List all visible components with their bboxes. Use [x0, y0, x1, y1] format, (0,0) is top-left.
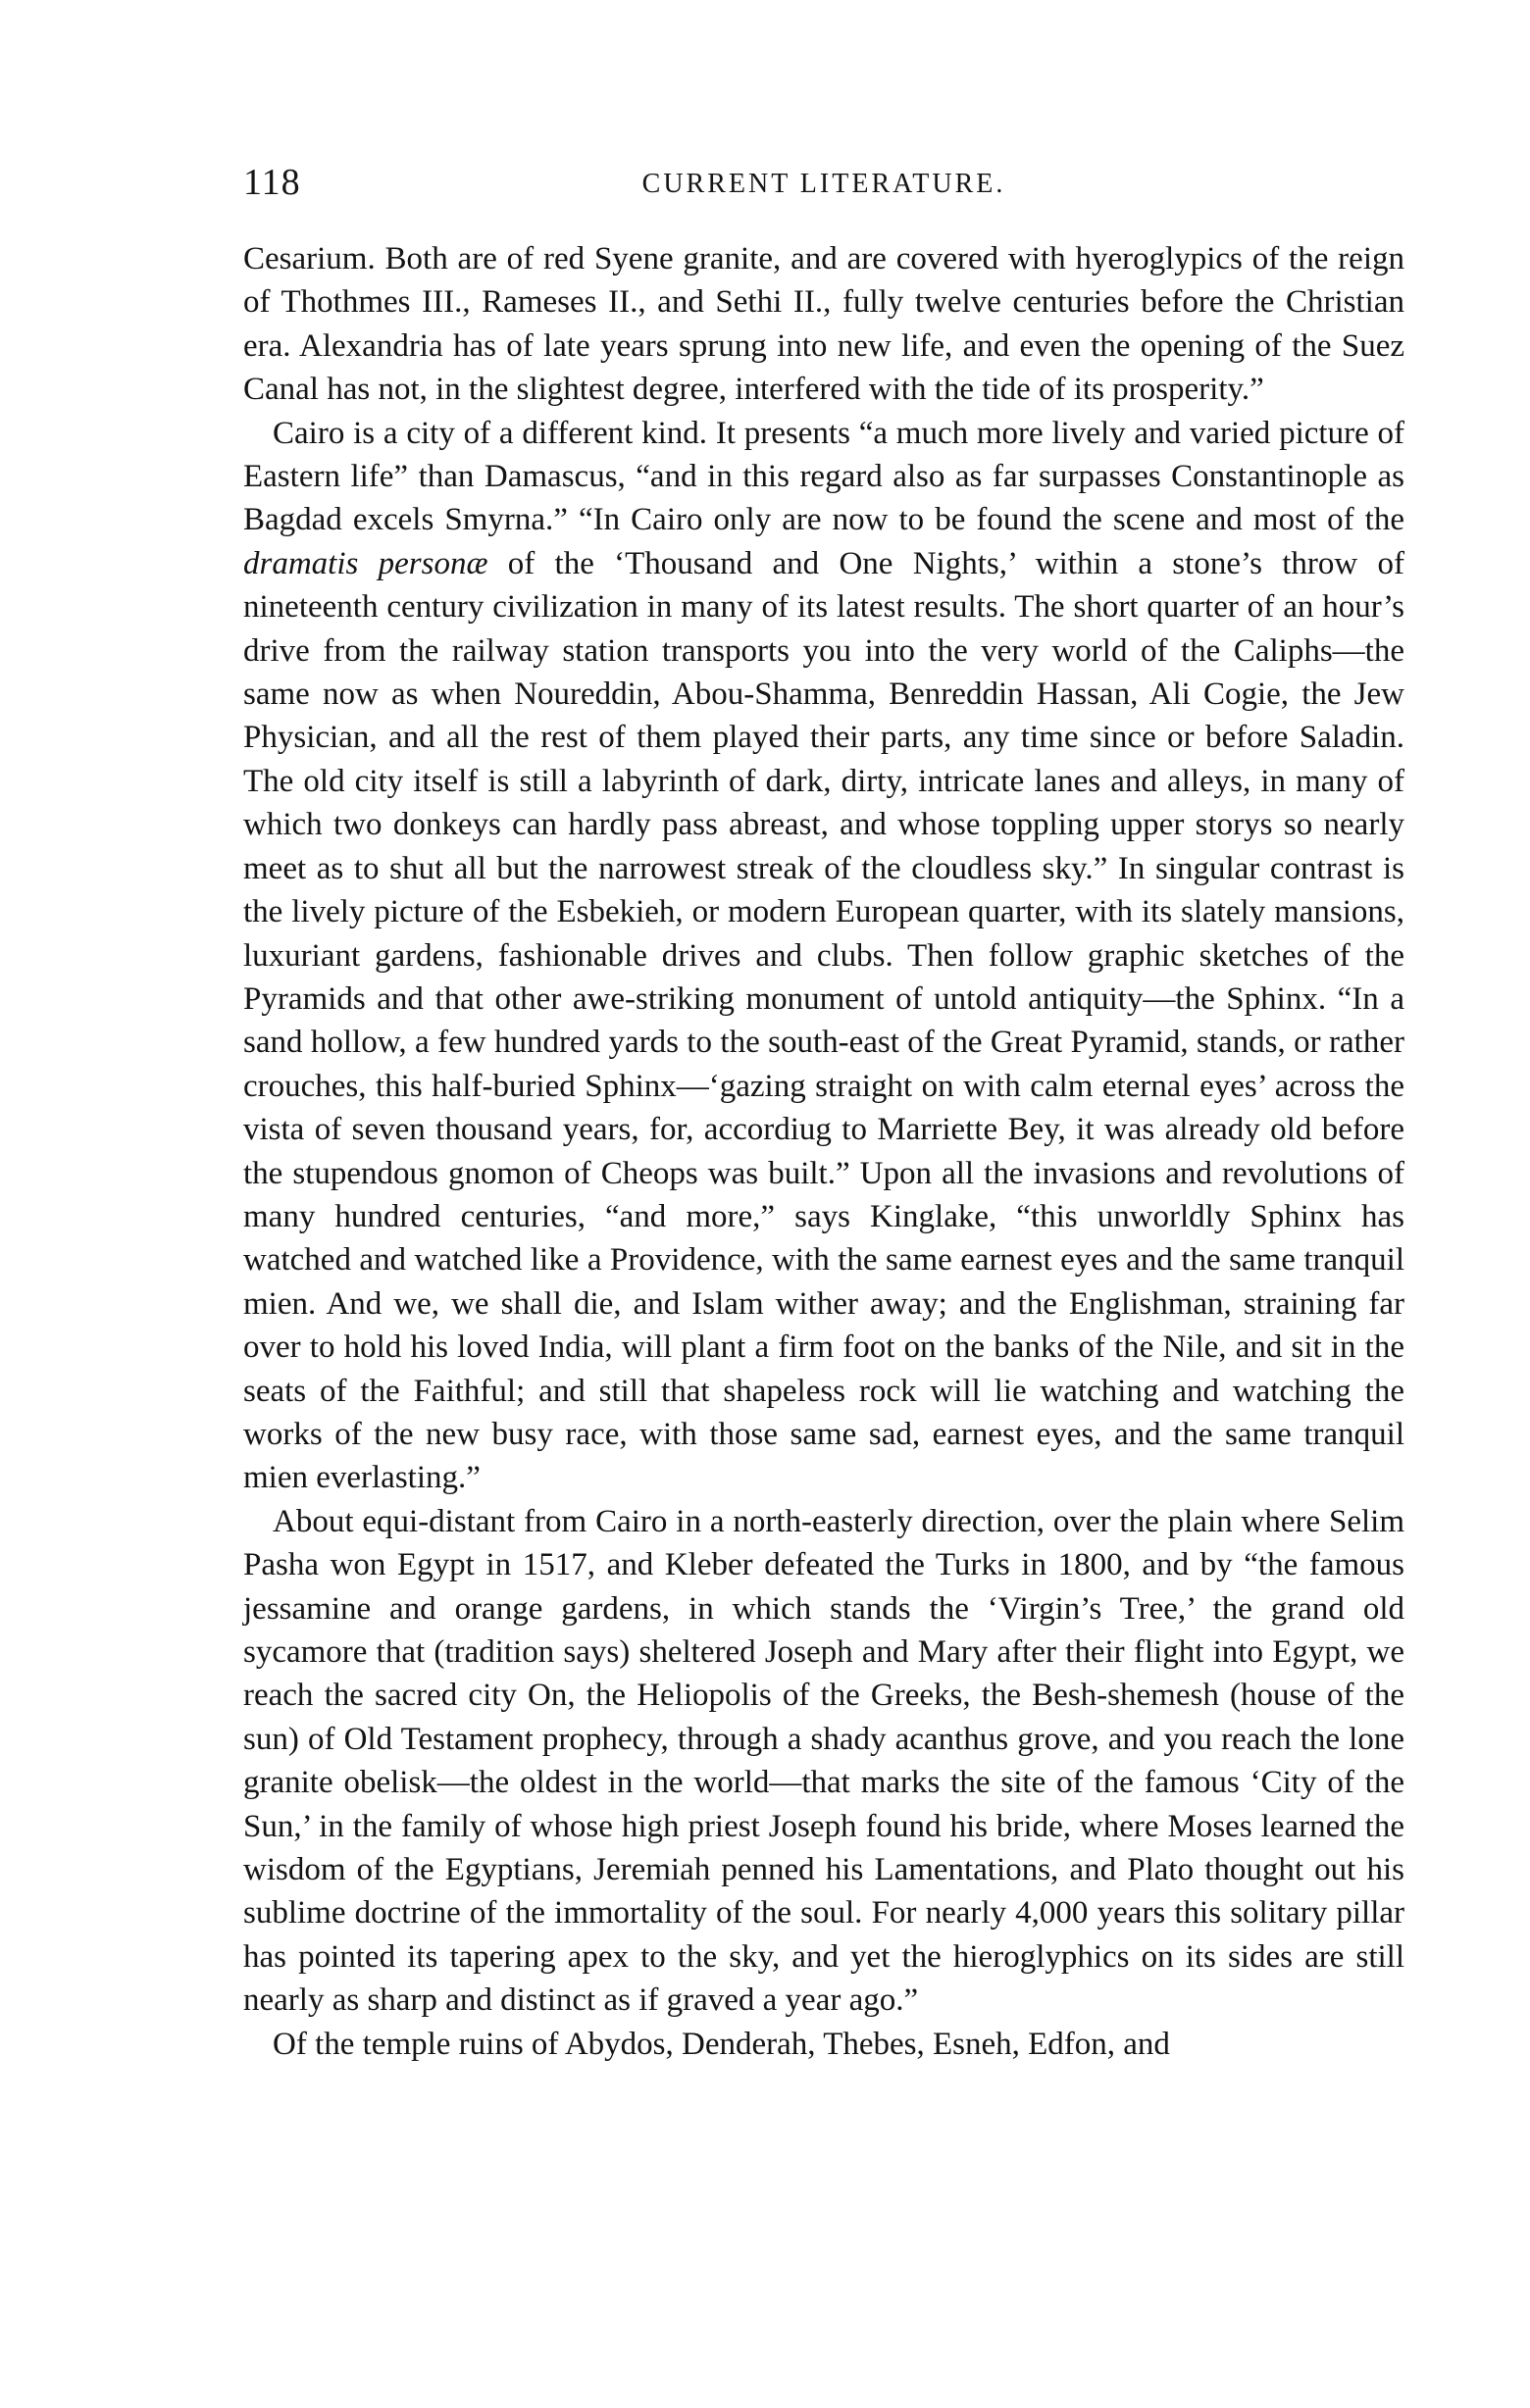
text-run: Cesarium. Both are of red Syene granite, and are covered with hyeroglypics of the reign of Thothmes III., Rameses II., and Sethi II., fully twelve centuries before the Christian era. Alexandria has of late years sprung into new life, and even the opening of the Suez Canal has not, in the slightest degree, interfered with the tide of its prosperity.”	[243, 241, 1404, 408]
text-run: About equi-distant from Cairo in a north-easterly direction, over the plain where Selim Pasha won Egypt in 1517, and Kleber defeated the Turks in 1800, and by “the famous jessamine and orange gardens, in which stands the ‘Virgin’s Tree,’ the grand old sycamore that (tradition says) sheltered Joseph and Mary after their flight into Egypt, we reach the sacred city On, the Heliopolis of the Greeks, the Besh-shemesh (house of the sun) of Old Testament prophecy, through a shady acanthus grove, and you reach the lone granite obelisk—the oldest in the world—that marks the site of the famous ‘City of the Sun,’ in the family of whose high priest Joseph found his bride, where Moses learned the wisdom of the Egyptians, Jeremiah penned his Lamentations, and Plato thought out his sublime doctrine of the immortality of the soul. For nearly 4,000 years this solitary pillar has pointed its tapering apex to the sky, and yet the hieroglyphics on its sides are still nearly as sharp and distinct as if graved a year ago.”	[243, 1503, 1404, 2019]
paragraph	[243, 412, 1404, 1500]
text-run: Of the temple ruins of Abydos, Denderah, Thebes, Esneh, Edfon, and	[273, 2026, 1170, 2062]
italic-phrase: dramatis personæ	[243, 545, 488, 581]
running-title: CURRENT LITERATURE.	[641, 169, 1006, 199]
text-run: Cairo is a city of a different kind. It presents “a much more lively and varied picture of Eastern life” than Damascus, “and in this regard also as far surpasses Constantinople as Bagdad excels Smyrna.” “In Cairo only are now to be found the scene and most of the	[243, 415, 1404, 538]
book-page	[243, 157, 1404, 2066]
paragraph	[243, 237, 1404, 412]
page-number: 118	[243, 162, 301, 203]
text-run: of the ‘Thousand and One Nights,’ within a stone’s throw of nineteenth century civilization in many of its latest results. The short quarter of an hour’s drive from the railway station transports you into the very world of the Caliphs—the same now as when Noureddin, Abou-Shamma, Benreddin Hassan, Ali Cogie, the Jew Physician, and all the rest of them played their parts, any time since or before Saladin. The old city itself is still a labyrinth of dark, dirty, intricate lanes and alleys, in many of which two donkeys can hardly pass abreast, and whose toppling upper storys so nearly meet as to shut all but the narrowest streak of the cloudless sky.” In singular contrast is the lively picture of the Esbekieh, or modern European quarter, with its slately mansions, luxuriant gardens, fashionable drives and clubs. Then follow graphic sketches of the Pyramids and that other awe-striking monument of untold antiquity—the Sphinx. “In a sand hollow, a few hundred yards to the south-east of the Great Pyramid, stands, or rather crouches, this half-buried Sphinx—‘gazing straight on with calm eternal eyes’ across the vista of seven thousand years, for, accordiug to Marriette Bey, it was already old before the stupendous gnomon of Cheops was built.” Upon all the invasions and revolutions of many hundred centuries, “and more,” says Kinglake, “this unworldly Sphinx has watched and watched like a Providence, with the same earnest eyes and the same tranquil mien. And we, we shall die, and Islam wither away; and the Englishman, straining far over to hold his loved India, will plant a firm foot on the banks of the Nile, and sit in the seats of the Faithful; and still that shapeless rock will lie watching and watching the works of the new busy race, with those same sad, earnest eyes, and the same tranquil mien everlasting.”	[243, 545, 1405, 1496]
body-text	[243, 237, 1404, 2066]
paragraph	[243, 2023, 1404, 2066]
paragraph	[243, 1500, 1404, 2023]
running-header	[243, 157, 1404, 216]
